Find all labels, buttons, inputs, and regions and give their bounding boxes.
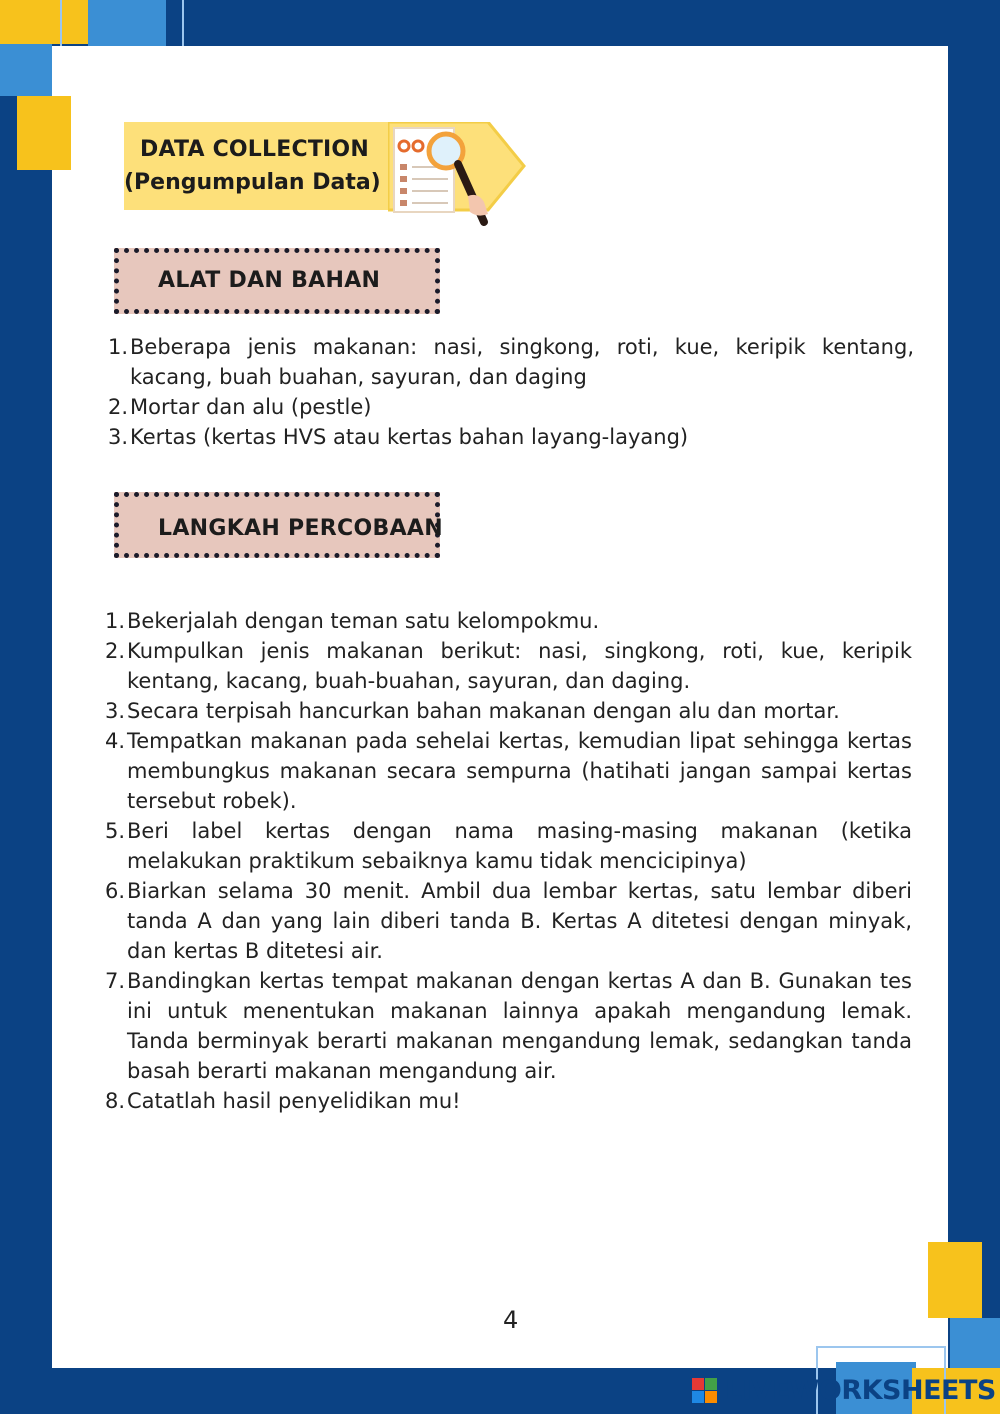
list-item: 2. Kumpulkan jenis makanan berikut: nasi, singkong, roti, kue, keripik kentang, kacang, buah-buahan, sayuran, dan daging. <box>105 639 912 693</box>
list-item: 1. Beberapa jenis makanan: nasi, singkong, roti, kue, keripik kentang, kacang, buah buahan, sayuran, dan daging <box>108 335 914 389</box>
liveworksheets-logo-icon <box>692 1378 717 1403</box>
list-item: 7. Bandingkan kertas tempat makanan dengan kertas A dan B. Gunakan tes ini untuk menentukan makanan lainnya apakah mengandung lemak. Tanda berminyak berarti makanan mengandung lemak, sedangkan tanda basah berarti makanan mengandung air. <box>105 969 912 1083</box>
list-item: 6. Biarkan selama 30 menit. Ambil dua lembar kertas, satu lembar diberi tanda A dan yang lain diberi tanda B. Kertas A ditetesi dengan minyak, dan kertas B ditetesi air. <box>105 879 912 963</box>
corner-block-blue-bottom <box>950 1318 1000 1370</box>
corner-block-light-left <box>0 44 52 96</box>
corner-block-yellow-left <box>17 96 71 170</box>
list-item: 1. Bekerjalah dengan teman satu kelompokmu. <box>105 609 600 633</box>
brand-watermark[interactable] <box>692 1374 996 1406</box>
steps-list <box>105 606 912 1116</box>
page-number: 4 <box>503 1306 519 1334</box>
corner-block-yellow-right <box>928 1242 982 1318</box>
section-banner <box>124 122 394 210</box>
list-item: 8. Catatlah hasil penyelidikan mu! <box>105 1089 461 1113</box>
tools-list <box>108 332 914 452</box>
brand-name: LIVEWORKSHEETS <box>725 1374 996 1406</box>
list-item: 4. Tempatkan makanan pada sehelai kertas, kemudian lipat sehingga kertas membungkus makanan secara sempurna (hatihati jangan sampai kertas tersebut robek). <box>105 729 912 813</box>
page-subtitle: (Pengumpulan Data) <box>124 170 381 195</box>
section-heading-steps: LANGKAH PERCOBAAN <box>158 516 443 541</box>
page-title: DATA COLLECTION <box>140 137 369 162</box>
section-heading-tools: ALAT DAN BAHAN <box>158 268 381 293</box>
list-item: 5. Beri label kertas dengan nama masing-masing makanan (ketika melakukan praktikum sebaiknya kamu tidak mencicipinya) <box>105 819 912 873</box>
list-item: 3. Secara terpisah hancurkan bahan makanan dengan alu dan mortar. <box>105 699 840 723</box>
list-item: 3. Kertas (kertas HVS atau kertas bahan layang-layang) <box>108 425 689 449</box>
list-item: 2. Mortar dan alu (pestle) <box>108 395 372 419</box>
magnifier-checklist-icon <box>388 118 508 236</box>
